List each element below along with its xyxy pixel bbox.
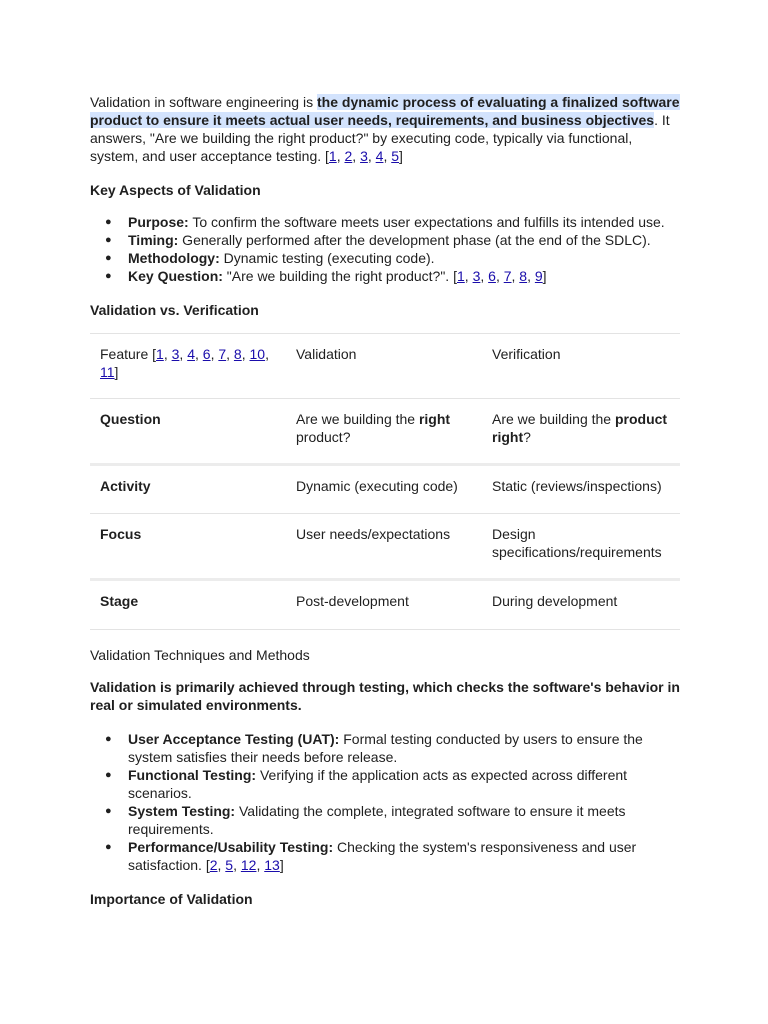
item-label: Timing: bbox=[128, 232, 179, 248]
list-item bbox=[128, 802, 680, 838]
citation-link[interactable]: 6 bbox=[488, 268, 496, 284]
item-text: Checking the system's responsiveness and user satisfaction. bbox=[128, 839, 637, 873]
citation-link[interactable]: 1 bbox=[156, 346, 164, 362]
cell-emphasis: product right bbox=[492, 411, 668, 445]
cell-text: Are we building the bbox=[296, 411, 419, 427]
intro-citations: [1, 2, 3, 4, 5] bbox=[325, 148, 403, 164]
cell-text: ? bbox=[523, 429, 531, 445]
item-text: Verifying if the application acts as expected across different scenarios. bbox=[128, 767, 628, 801]
citation-link[interactable]: 1 bbox=[456, 268, 465, 284]
techniques-heading: Validation Techniques and Methods bbox=[90, 647, 310, 663]
row-feature-cell: Focus bbox=[90, 514, 286, 580]
citation-link[interactable]: 6 bbox=[202, 346, 211, 362]
citation-link[interactable]: 2 bbox=[344, 148, 353, 164]
citation-link[interactable]: 10 bbox=[249, 346, 266, 362]
comparison-heading: Validation vs. Verification bbox=[90, 302, 259, 318]
comparison-table bbox=[90, 333, 680, 630]
cell-text: Are we building the bbox=[492, 411, 615, 427]
header-verification-cell: Verification bbox=[482, 334, 680, 399]
row-validation-cell: Post-development bbox=[286, 580, 482, 630]
row-feature-cell: Question bbox=[90, 399, 286, 465]
list-item bbox=[128, 766, 680, 802]
table-row bbox=[90, 399, 680, 465]
item-label: User Acceptance Testing (UAT): bbox=[128, 731, 340, 747]
citation-link[interactable]: 7 bbox=[218, 346, 227, 362]
cell-text: product? bbox=[296, 429, 351, 445]
importance-heading: Importance of Validation bbox=[90, 891, 253, 907]
citation-link[interactable]: 3 bbox=[171, 346, 180, 362]
intro-paragraph bbox=[90, 93, 680, 165]
citation-link[interactable]: 12 bbox=[240, 857, 257, 873]
list-item bbox=[128, 249, 680, 267]
citation-link[interactable]: 11 bbox=[100, 364, 115, 380]
table-row bbox=[90, 465, 680, 514]
list-item bbox=[128, 213, 680, 231]
citation-link[interactable]: 5 bbox=[391, 148, 400, 164]
header-citations: [1, 3, 4, 6, 7, 8, 10, 11] bbox=[100, 346, 269, 380]
intro-highlight: the dynamic process of evaluating a finalized software product to ensure it meets actual user needs, requirements, and business objectives bbox=[90, 94, 680, 128]
citation-link[interactable]: 5 bbox=[225, 857, 234, 873]
item-text: "Are we building the right product?". bbox=[222, 268, 454, 284]
aspects-list bbox=[90, 213, 680, 285]
citation-link[interactable]: 4 bbox=[187, 346, 195, 362]
row-feature-cell: Stage bbox=[90, 580, 286, 630]
aspects-heading: Key Aspects of Validation bbox=[90, 182, 261, 198]
citation-link[interactable]: 1 bbox=[328, 148, 337, 164]
row-feature-cell: Activity bbox=[90, 465, 286, 514]
list-item bbox=[128, 838, 680, 874]
row-verification-cell: Static (reviews/inspections) bbox=[482, 465, 680, 514]
list-item bbox=[128, 231, 680, 249]
citation-link[interactable]: 9 bbox=[534, 268, 543, 284]
item-label: Functional Testing: bbox=[128, 767, 257, 783]
row-verification-cell: During development bbox=[482, 580, 680, 630]
citation-link[interactable]: 7 bbox=[503, 268, 512, 284]
table-header-row bbox=[90, 334, 680, 399]
item-label: Key Question: bbox=[128, 268, 223, 284]
citation-link[interactable]: 2 bbox=[209, 857, 218, 873]
item-text: Dynamic testing (executing code). bbox=[219, 250, 435, 266]
intro-lead: Validation in software engineering is bbox=[90, 94, 317, 110]
citation-link[interactable]: 4 bbox=[375, 148, 384, 164]
item-text: Validating the complete, integrated software to ensure it meets requirements. bbox=[128, 803, 626, 837]
techniques-list bbox=[90, 730, 680, 874]
table-row bbox=[90, 580, 680, 630]
citation-link[interactable]: 3 bbox=[360, 148, 368, 164]
item-label: Methodology: bbox=[128, 250, 220, 266]
list-item bbox=[128, 267, 680, 285]
item-label: System Testing: bbox=[128, 803, 236, 819]
citation-link[interactable]: 8 bbox=[519, 268, 528, 284]
item-text: Formal testing conducted by users to ensure the system satisfies their needs before release. bbox=[128, 731, 643, 765]
citation-link[interactable]: 3 bbox=[472, 268, 481, 284]
techniques-citations: [2, 5, 12, 13] bbox=[205, 857, 284, 873]
header-validation-cell: Validation bbox=[286, 334, 482, 399]
citation-link[interactable]: 13 bbox=[264, 857, 280, 873]
item-label: Performance/Usability Testing: bbox=[128, 839, 334, 855]
item-text: Generally performed after the development phase (at the end of the SDLC). bbox=[178, 232, 651, 248]
techniques-lead: Validation is primarily achieved through testing, which checks the software's behavior in real or simulated environments. bbox=[90, 679, 680, 713]
header-feature-label: Feature bbox=[100, 346, 153, 362]
item-label: Purpose: bbox=[128, 214, 189, 230]
list-item bbox=[128, 730, 680, 766]
row-verification-cell: Design specifications/requirements bbox=[482, 514, 680, 580]
cell-emphasis: right bbox=[418, 411, 451, 427]
header-feature-cell bbox=[90, 334, 286, 399]
row-verification-cell bbox=[482, 399, 680, 465]
intro-rest: . It answers, "Are we building the right product?" by executing code, typically via functional, system, and user acceptance testing. bbox=[90, 112, 670, 164]
row-validation-cell bbox=[286, 399, 482, 465]
row-validation-cell: Dynamic (executing code) bbox=[286, 465, 482, 514]
table-row bbox=[90, 514, 680, 580]
item-text: To confirm the software meets user expectations and fulfills its intended use. bbox=[188, 214, 665, 230]
citation-link[interactable]: 8 bbox=[233, 346, 242, 362]
row-validation-cell: User needs/expectations bbox=[286, 514, 482, 580]
document-body bbox=[90, 93, 680, 922]
aspects-citations: [1, 3, 6, 7, 8, 9] bbox=[453, 268, 547, 284]
